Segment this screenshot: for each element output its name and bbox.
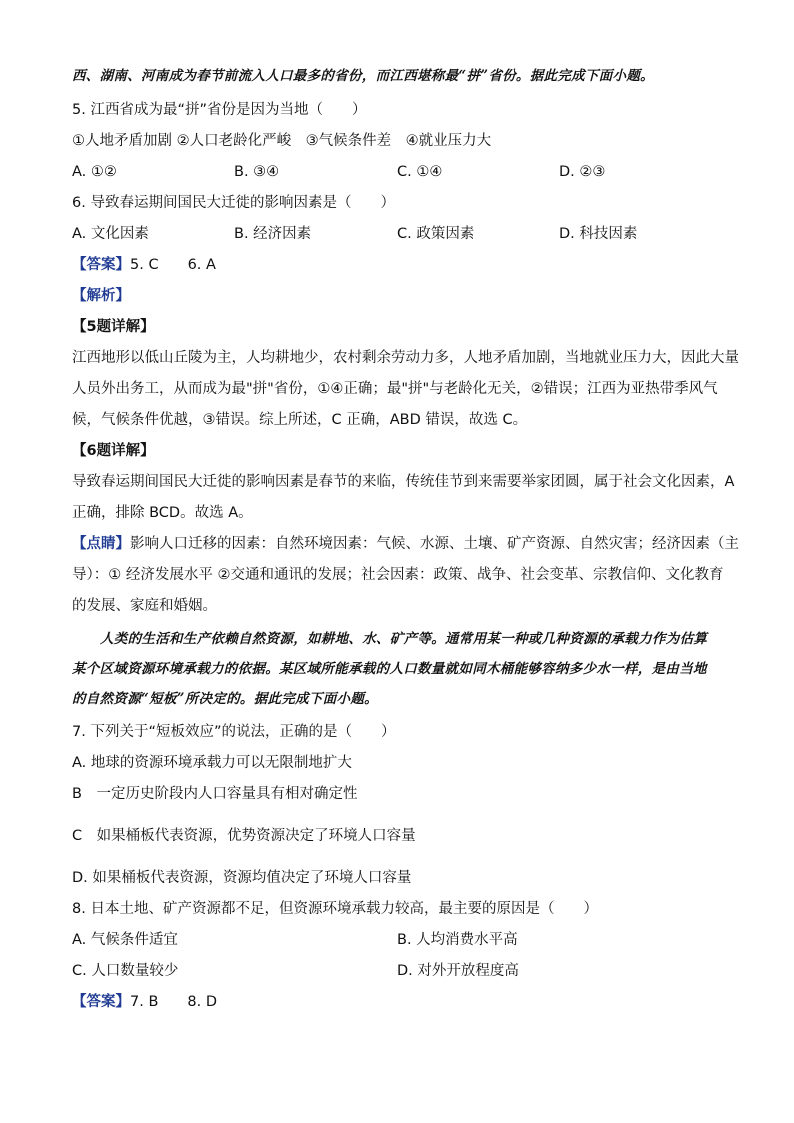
question-8-option-b: B. 人均消费水平高 xyxy=(397,932,518,948)
question-5-option-d: D. ②③ xyxy=(559,164,606,180)
material-intro-tail: 西、湖南、河南成为春节前流入人口最多的省份，而江西堪称最“拼”省份。据此完成下面小题。 xyxy=(72,68,654,84)
detail-6-line: 导致春运期间国民大迁徙的影响因素是春节的来临，传统佳节到来需要举家团圆，属于社会文化因素，A xyxy=(72,474,735,490)
question-6-option-b: B. 经济因素 xyxy=(234,226,312,242)
answer-block-7-8 xyxy=(72,992,217,1012)
detail-5-line: 江西地形以低山丘陵为主，人均耕地少，农村剩余劳动力多，人地矛盾加剧，当地就业压力大，因此大量 xyxy=(72,350,739,366)
question-5-stem: 5. 江西省成为最“拼”省份是因为当地（ ） xyxy=(72,102,367,118)
answer-label: 【答案】 xyxy=(72,257,130,273)
question-7-option-d: D. 如果桶板代表资源，资源均值决定了环境人口容量 xyxy=(72,870,412,886)
question-6-option-c: C. 政策因素 xyxy=(397,226,475,242)
material-line: 人类的生活和生产依赖自然资源，如耕地、水、矿产等。通常用某一种或几种资源的承载力作为估算 xyxy=(100,631,708,647)
question-7-option-b: B 一定历史阶段内人口容量具有相对确定性 xyxy=(72,786,358,802)
key-points-line: 的发展、家庭和婚姻。 xyxy=(72,598,217,614)
answer-text: 7. B 8. D xyxy=(130,994,217,1010)
question-6-option-a: A. 文化因素 xyxy=(72,226,149,242)
question-6-option-d: D. 科技因素 xyxy=(559,226,638,242)
material-line: 某个区域资源环境承载力的依据。某区域所能承载的人口数量就如同木桶能够容纳多少水一样，是由当地 xyxy=(72,661,707,677)
question-7-stem: 7. 下列关于“短板效应”的说法，正确的是（ ） xyxy=(72,724,396,740)
detail-6-line: 正确，排除 BCD。故选 A。 xyxy=(72,505,253,521)
key-points-label: 【点睛】 xyxy=(72,536,130,552)
answer-text: 5. C 6. A xyxy=(130,257,216,273)
detail-5-line: 人员外出务工，从而成为最"拼"省份，①④正确；最"拼"与老龄化无关，②错误；江西为亚热带季风气 xyxy=(72,381,718,397)
question-7-option-c: C 如果桶板代表资源，优势资源决定了环境人口容量 xyxy=(72,828,416,844)
question-5-option-a: A. ①② xyxy=(72,164,117,180)
key-points-line: 导）：① 经济发展水平 ②交通和通讯的发展；社会因素：政策、战争、社会变革、宗教信仰、文化教育 xyxy=(72,567,724,583)
key-points-line xyxy=(72,534,739,554)
answer-block-5-6 xyxy=(72,255,216,275)
question-5-statements: ①人地矛盾加剧 ②人口老龄化严峻 ③气候条件差 ④就业压力大 xyxy=(72,133,492,149)
question-5-option-c: C. ①④ xyxy=(397,164,443,180)
question-5-option-b: B. ③④ xyxy=(234,164,280,180)
material-line: 的自然资源“短板”所决定的。据此完成下面小题。 xyxy=(72,691,378,707)
analysis-label: 【解析】 xyxy=(72,288,130,304)
question-8-option-d: D. 对外开放程度高 xyxy=(397,963,519,979)
question-8-stem: 8. 日本土地、矿产资源都不足，但资源环境承载力较高，最主要的原因是（ ） xyxy=(72,901,598,917)
question-6-stem: 6. 导致春运期间国民大迁徙的影响因素是（ ） xyxy=(72,195,395,211)
key-points-text: 影响人口迁移的因素：自然环境因素：气候、水源、土壤、矿产资源、自然灾害；经济因素（主 xyxy=(130,536,739,552)
detail-5-label: 【5题详解】 xyxy=(72,319,155,335)
detail-5-line: 候，气候条件优越，③错误。综上所述，C 正确，ABD 错误，故选 C。 xyxy=(72,412,528,428)
question-7-option-a: A. 地球的资源环境承载力可以无限制地扩大 xyxy=(72,755,352,771)
question-8-option-c: C. 人口数量较少 xyxy=(72,963,179,979)
detail-6-label: 【6题详解】 xyxy=(72,443,155,459)
answer-label: 【答案】 xyxy=(72,994,130,1010)
question-8-option-a: A. 气候条件适宜 xyxy=(72,932,178,948)
